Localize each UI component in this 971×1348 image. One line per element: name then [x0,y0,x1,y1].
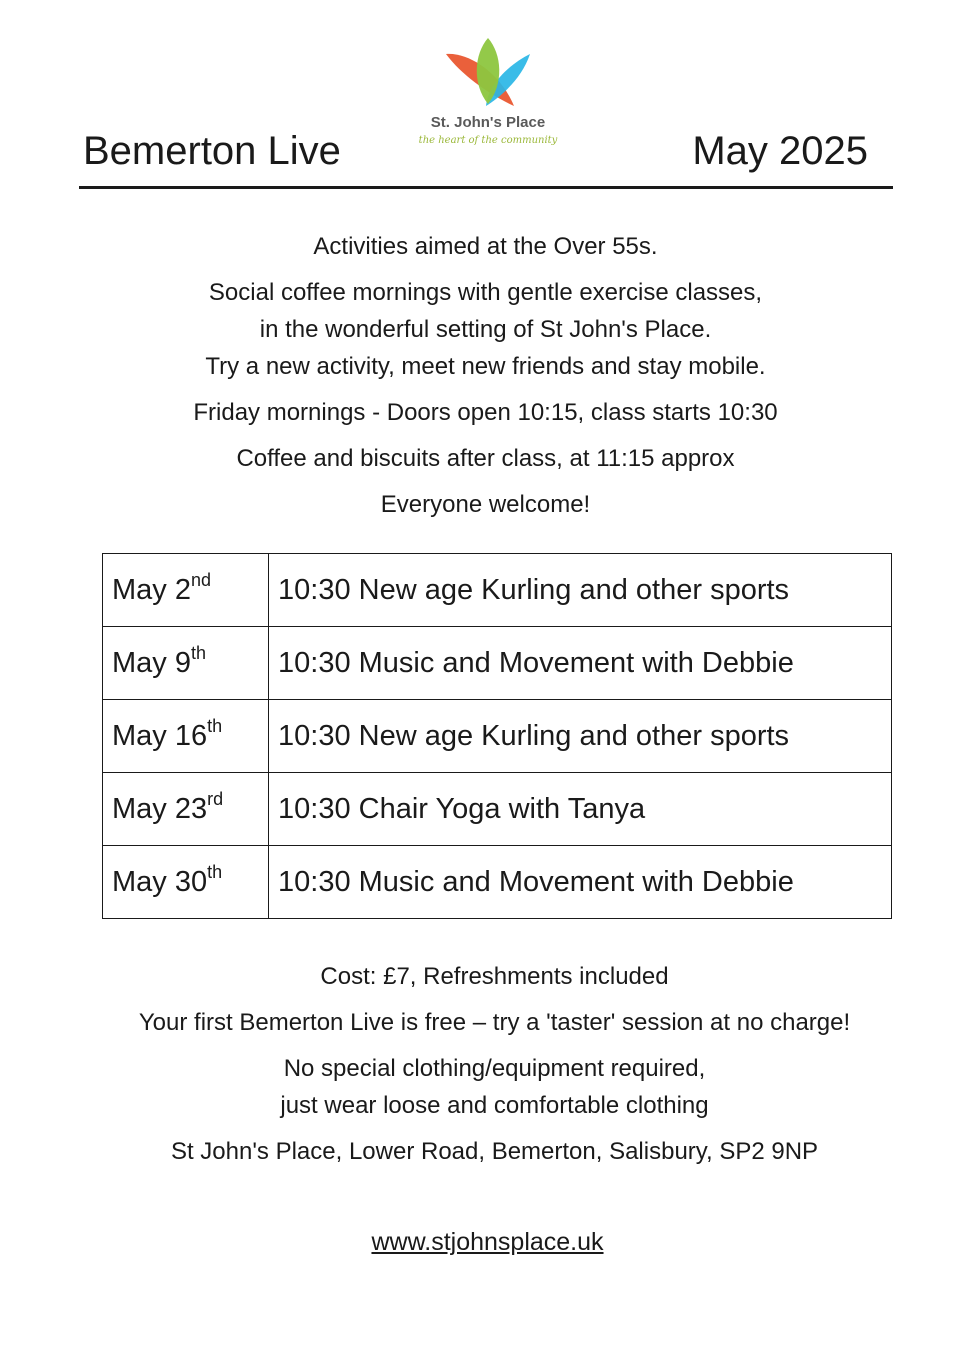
date-day: 16 [174,719,208,752]
date-day: 2 [174,573,191,606]
header-divider [79,186,893,189]
st-johns-place-logo [412,34,564,156]
activity-cell: 10:30 Music and Movement with Debbie [269,846,892,919]
date-suffix: th [191,642,207,663]
table-row [103,554,892,627]
date-month: May [112,646,167,679]
footer-section [0,958,971,1179]
description-line: in the wonderful setting of St John's Place. [259,316,712,343]
date-month: May [112,719,167,752]
activity-cell: 10:30 Chair Yoga with Tanya [269,773,892,846]
description-line: Social coffee mornings with gentle exercise classes, [208,279,763,306]
clothing-line: just wear loose and comfortable clothing [280,1092,709,1119]
free-taster-text: Your first Bemerton Live is free – try a 'taster' session at no charge! [138,1009,851,1036]
page-title: Bemerton Live [83,129,341,173]
date-month: May [112,865,167,898]
table-row [103,846,892,919]
welcome-text: Everyone welcome! [380,491,591,518]
date-cell [103,627,269,700]
schedule-table [102,553,892,919]
date-suffix: th [207,861,223,882]
website-container [0,1224,971,1261]
address-text: St John's Place, Lower Road, Bemerton, Salisbury, SP2 9NP [170,1138,819,1165]
lotus-leaves-icon [442,34,534,108]
date-month: May [112,573,167,606]
date-cell [103,700,269,773]
date-suffix: rd [207,788,224,809]
table-row [103,773,892,846]
audience-text: Activities aimed at the Over 55s. [313,233,658,260]
date-suffix: nd [191,569,212,590]
description-line: Try a new activity, meet new friends and stay mobile. [205,353,766,380]
table-row [103,627,892,700]
website-link[interactable]: www.stjohnsplace.uk [371,1228,604,1256]
table-row [103,700,892,773]
date-day: 23 [174,792,208,825]
date-cell [103,554,269,627]
header-date: May 2025 [692,129,868,173]
timing-text: Friday mornings - Doors open 10:15, class starts 10:30 [193,399,778,426]
date-day: 9 [174,646,191,679]
activity-cell: 10:30 New age Kurling and other sports [269,700,892,773]
date-day: 30 [174,865,208,898]
refreshments-text: Coffee and biscuits after class, at 11:15 approx [236,445,735,472]
intro-section [0,228,971,532]
date-suffix: th [207,715,223,736]
cost-text: Cost: £7, Refreshments included [320,963,669,990]
activity-cell: 10:30 New age Kurling and other sports [269,554,892,627]
clothing-line: No special clothing/equipment required, [283,1055,706,1082]
activity-cell: 10:30 Music and Movement with Debbie [269,627,892,700]
date-cell [103,773,269,846]
date-cell [103,846,269,919]
logo-tagline: the heart of the community [418,135,558,146]
logo-name: St. John's Place [430,114,546,131]
date-month: May [112,792,167,825]
